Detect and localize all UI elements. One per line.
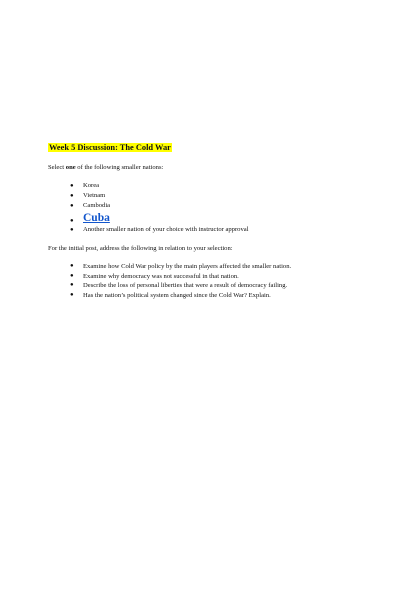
list-item xyxy=(48,211,368,225)
task-item: Examine how Cold War policy by the main players affected the smaller nation. xyxy=(83,263,292,270)
select-intro-emphasis: one xyxy=(65,164,76,171)
task-item: Has the nation’s political system changed since the Cold War? Explain. xyxy=(83,291,271,299)
discussion-heading-text: Week 5 Discussion: The Cold War xyxy=(49,143,171,152)
nation-korea: Korea xyxy=(83,182,100,189)
list-item xyxy=(48,191,368,201)
task-item: Describe the loss of personal liberties that were a result of democracy failing. xyxy=(83,282,288,289)
task-item: Examine why democracy was not successful in that nation. xyxy=(83,272,239,280)
document-content xyxy=(48,143,368,310)
bullet-icon: ● xyxy=(70,218,74,224)
bullet-icon: ● xyxy=(70,227,74,233)
initial-post-intro: For the initial post, address the following in relation to your selection: xyxy=(48,245,233,252)
select-intro xyxy=(48,164,368,172)
bullet-icon: ● xyxy=(70,282,74,288)
discussion-heading xyxy=(48,143,368,153)
list-item xyxy=(48,291,368,301)
list-item xyxy=(48,281,368,291)
nation-vietnam: Vietnam xyxy=(83,192,106,199)
list-item xyxy=(48,262,368,272)
select-intro-suffix: of the following smaller nations: xyxy=(75,164,164,171)
list-item xyxy=(48,272,368,282)
bullet-icon: ● xyxy=(70,263,74,269)
nations-list xyxy=(48,181,368,235)
bullet-icon: ● xyxy=(70,193,74,199)
list-item xyxy=(48,201,368,211)
tasks-list xyxy=(48,262,368,300)
list-item xyxy=(48,181,368,191)
bullet-icon: ● xyxy=(70,272,74,279)
nation-cambodia: Cambodia xyxy=(83,202,111,209)
bullet-icon: ● xyxy=(70,291,74,298)
bullet-icon: ● xyxy=(70,203,74,209)
nation-cuba-link[interactable]: Cuba xyxy=(83,212,110,224)
select-intro-prefix: Select xyxy=(48,164,66,171)
list-item xyxy=(48,225,368,235)
nation-other: Another smaller nation of your choice with instructor approval xyxy=(83,226,249,233)
bullet-icon: ● xyxy=(70,183,74,189)
